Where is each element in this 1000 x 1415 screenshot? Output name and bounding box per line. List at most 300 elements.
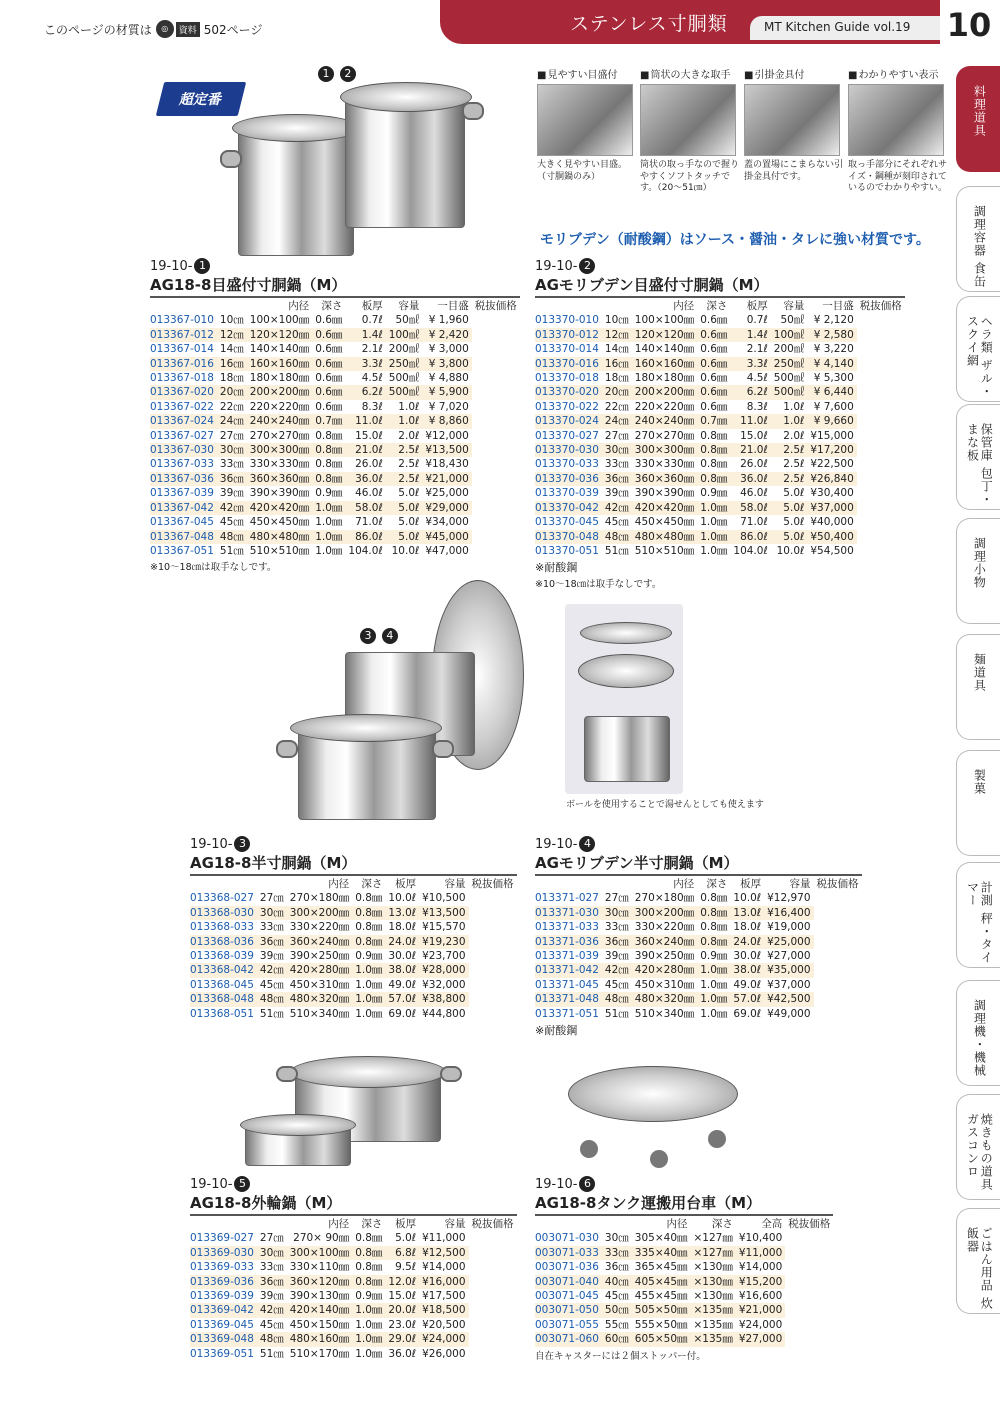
category-tab[interactable] xyxy=(956,1094,1000,1200)
spec-cell: 1.0ℓ xyxy=(398,400,420,413)
spec-row xyxy=(150,357,520,371)
spec-cell: 24.0ℓ xyxy=(730,935,764,949)
spec-cell: 11.0ℓ xyxy=(730,414,770,428)
spec-cell: 330×330㎜ xyxy=(249,458,310,471)
category-tab-label: 調理機・機械 xyxy=(972,999,987,1077)
spec-cell: 21.0ℓ xyxy=(345,443,385,457)
spec-cell: 013367-020 xyxy=(150,385,217,399)
spec-cell: 0.8㎜ xyxy=(352,1275,385,1289)
spec-cell: 013371-030 xyxy=(535,906,602,920)
spec-cell: 0.8㎜ xyxy=(355,1232,383,1245)
spec-cell: ¥21,000 xyxy=(736,1303,785,1317)
spec-cell: 9.5ℓ xyxy=(395,1261,417,1274)
spec-header-cell xyxy=(535,877,602,891)
spec-cell: 2.5ℓ xyxy=(783,458,805,471)
spec-cell: 30.0ℓ xyxy=(733,950,762,963)
spec-header-cell: 税抜価格 xyxy=(471,1218,514,1230)
spec-cell: 100㎖ xyxy=(386,328,423,342)
spec-cell: 013368-042 xyxy=(190,963,257,977)
spec-cell: ¥37,000 xyxy=(807,501,856,515)
spec-cell: 39㎝ xyxy=(259,1290,284,1303)
spec-cell: 2.0ℓ xyxy=(783,429,805,442)
spec-cell: ¥26,000 xyxy=(422,1347,466,1360)
spec-cell: 160×160㎜ xyxy=(632,357,697,371)
spec-cell: 1.0㎜ xyxy=(700,978,728,991)
category-tab[interactable] xyxy=(956,404,1000,510)
spec-cell: 10㎝ xyxy=(604,314,629,327)
spec-cell: 505×50㎜ xyxy=(632,1303,691,1317)
spec-header-cell: 板厚 xyxy=(395,878,417,890)
spec-header-cell: 税抜価格 xyxy=(788,1218,831,1230)
spec-cell: ¥15,000 xyxy=(810,429,854,442)
spec-header-cell xyxy=(190,877,257,891)
spec-cell: 100×100㎜ xyxy=(249,314,310,327)
spec-cell: 36㎝ xyxy=(257,1275,287,1289)
spec-cell: 20㎝ xyxy=(602,385,632,399)
spec-cell: 013369-048 xyxy=(190,1332,257,1346)
category-tab[interactable] xyxy=(956,980,1000,1086)
spec-cell: 270×270㎜ xyxy=(249,429,310,442)
spec-cell: 20.0ℓ xyxy=(385,1303,419,1317)
spec-cell: 390×130㎜ xyxy=(289,1290,350,1303)
spec-cell: 1.0ℓ xyxy=(771,414,808,428)
spec-cell: 69.0ℓ xyxy=(733,1007,762,1020)
spec-cell: 58.0ℓ xyxy=(345,501,385,515)
spec-cell: ¥15,570 xyxy=(422,921,466,934)
spec-cell: 42㎝ xyxy=(602,501,632,515)
spec-cell: 003071-040 xyxy=(535,1275,602,1289)
spec-row xyxy=(190,1246,517,1260)
spec-cell: 42㎝ xyxy=(257,1303,287,1317)
spec-cell: 57.0ℓ xyxy=(730,992,764,1006)
spec-cell: 013371-042 xyxy=(535,963,602,977)
product-name: AG18-8半寸胴鍋（M） xyxy=(190,852,517,876)
spec-cell: ¥42,500 xyxy=(764,992,813,1006)
spec-row xyxy=(535,400,905,414)
spec-cell: 0.6㎜ xyxy=(315,400,343,413)
spec-cell: 0.6㎜ xyxy=(312,328,345,342)
spec-cell: 27㎝ xyxy=(219,429,244,442)
spec-cell: ¥45,000 xyxy=(422,530,471,544)
spec-cell: ¥13,500 xyxy=(422,443,471,457)
category-tab[interactable] xyxy=(956,296,1000,402)
feature-description: 取っ手部分にそれぞれサイズ・鋼種が刻印されているのでわかりやすい。 xyxy=(848,160,948,194)
spec-cell: 0.9㎜ xyxy=(700,487,728,500)
spec-row xyxy=(535,920,862,934)
spec-cell: 013370-048 xyxy=(535,530,602,544)
spec-cell: 390×390㎜ xyxy=(249,487,310,500)
spec-row xyxy=(150,313,520,327)
spec-cell: 450×150㎜ xyxy=(289,1318,350,1331)
bowl-lid-image xyxy=(580,622,672,644)
spec-cell: 510×170㎜ xyxy=(289,1347,350,1360)
spec-header-cell: 容量 xyxy=(444,1218,466,1230)
spec-cell: ¥34,000 xyxy=(425,516,469,529)
product-section-3 xyxy=(190,836,517,1021)
spec-cell: 390×250㎜ xyxy=(634,950,695,963)
spec-cell: 30.0ℓ xyxy=(388,950,417,963)
stockpot-body-image xyxy=(238,128,354,256)
product-code-prefix: 19-10- xyxy=(535,836,578,852)
spec-row xyxy=(190,935,517,949)
spec-cell: 013367-016 xyxy=(150,357,217,371)
rondeau-rim-image xyxy=(240,1114,356,1136)
spec-cell: ¥27,000 xyxy=(736,1332,785,1346)
spec-cell: 305×40㎜ xyxy=(634,1232,688,1245)
spec-cell: 1.4ℓ xyxy=(345,328,385,342)
spec-cell: 5.0ℓ xyxy=(783,516,805,529)
spec-cell: 1.0㎜ xyxy=(352,1332,385,1346)
spec-cell: ¥24,000 xyxy=(419,1332,468,1346)
spec-cell: ¥ 9,660 xyxy=(807,414,856,428)
spec-header-cell xyxy=(257,1217,287,1231)
spec-cell: 270×180㎜ xyxy=(634,892,695,905)
spec-cell: ¥18,430 xyxy=(425,458,469,471)
spec-row xyxy=(535,1303,833,1317)
spec-cell: 24㎝ xyxy=(217,414,247,428)
spec-cell: 180×180㎜ xyxy=(634,372,695,385)
spec-row xyxy=(535,935,862,949)
spec-cell: 45㎝ xyxy=(604,516,629,529)
spec-row xyxy=(190,978,517,992)
spec-cell: 10.0ℓ xyxy=(733,892,762,905)
spec-cell: 120×120㎜ xyxy=(632,328,697,342)
spec-row xyxy=(535,457,905,471)
category-tab[interactable] xyxy=(956,186,1000,292)
spec-cell: 18㎝ xyxy=(604,372,629,385)
spec-row xyxy=(535,978,862,992)
spec-cell: 27㎝ xyxy=(259,892,284,905)
spec-cell: 0.6㎜ xyxy=(700,314,728,327)
spec-cell: 013370-033 xyxy=(535,458,599,471)
spec-cell: 21.0ℓ xyxy=(730,443,770,457)
spec-table xyxy=(150,299,520,558)
spec-cell: 0.9㎜ xyxy=(355,1290,383,1303)
category-tab[interactable] xyxy=(956,1208,1000,1314)
feature-card xyxy=(537,66,633,183)
spec-cell: 48㎝ xyxy=(257,1332,287,1346)
spec-cell: ¥11,000 xyxy=(736,1246,785,1260)
spec-cell: 500㎖ xyxy=(771,385,808,399)
spec-cell: ¥16,400 xyxy=(764,906,813,920)
spec-row xyxy=(535,1318,833,1332)
spec-cell: ¥ 5,900 xyxy=(422,385,471,399)
spec-cell: ¥10,500 xyxy=(422,892,466,905)
spec-header-cell: 内径 xyxy=(328,1218,350,1230)
spec-cell: 013367-045 xyxy=(150,516,214,529)
spec-cell: 1.0㎜ xyxy=(355,1318,383,1331)
spec-cell: 0.6㎜ xyxy=(697,357,730,371)
spec-cell: 0.8㎜ xyxy=(355,1261,383,1274)
spec-cell: ¥35,000 xyxy=(764,963,813,977)
product-code-number: 2 xyxy=(579,258,595,274)
spec-cell: ¥24,000 xyxy=(738,1318,783,1331)
spec-header-cell: 全高 xyxy=(761,1218,783,1230)
stockpot-lid-image xyxy=(340,82,472,112)
spec-cell: 1.0㎜ xyxy=(355,1347,383,1360)
photo-numbers-3-4 xyxy=(360,628,400,644)
spec-cell: 0.6㎜ xyxy=(315,314,343,327)
spec-cell: 1.0㎜ xyxy=(697,530,730,544)
stockpot-lid-image xyxy=(232,114,360,142)
spec-cell: 013367-010 xyxy=(150,314,214,327)
spec-cell: 0.8㎜ xyxy=(352,935,385,949)
spec-cell: 33㎝ xyxy=(219,458,244,471)
spec-row xyxy=(150,515,520,529)
spec-cell: 24㎝ xyxy=(602,414,632,428)
spec-cell: 48㎝ xyxy=(257,992,287,1006)
handle-image xyxy=(276,1066,298,1082)
spec-row xyxy=(535,1007,862,1021)
spec-cell: ¥30,400 xyxy=(810,487,854,500)
feature-description: 蓋の置場にこまらない引掛金具付です。 xyxy=(744,160,844,182)
spec-cell: 49.0ℓ xyxy=(388,978,417,991)
spec-cell: 013370-016 xyxy=(535,357,602,371)
spec-cell: 013369-036 xyxy=(190,1275,257,1289)
spec-cell: ¥ 7,600 xyxy=(813,400,854,413)
spec-row xyxy=(190,1231,517,1245)
spec-row xyxy=(150,544,520,558)
spec-cell: 013371-051 xyxy=(535,1007,599,1020)
spec-cell: 1.0㎜ xyxy=(312,530,345,544)
spec-cell: 013370-022 xyxy=(535,400,599,413)
spec-cell: 4.5ℓ xyxy=(746,372,768,385)
spec-cell: 003071-060 xyxy=(535,1332,602,1346)
spec-cell: 1.0㎜ xyxy=(697,963,730,977)
spec-header-cell xyxy=(190,1217,257,1231)
guide-label: MT Kitchen Guide vol.19 xyxy=(750,16,940,40)
spec-cell: 36㎝ xyxy=(217,472,247,486)
product-code-number: 3 xyxy=(234,836,250,852)
category-tab[interactable] xyxy=(956,750,1000,856)
spec-cell: 0.6㎜ xyxy=(697,328,730,342)
spec-cell: ¥13,500 xyxy=(419,906,468,920)
spec-cell: 220×220㎜ xyxy=(634,400,695,413)
spec-cell: 180×180㎜ xyxy=(249,372,310,385)
spec-cell: 360×360㎜ xyxy=(247,472,312,486)
spec-row xyxy=(150,328,520,342)
spec-cell: 2.5ℓ xyxy=(398,458,420,471)
spec-header-cell: 内径 xyxy=(288,300,310,312)
feature-card xyxy=(640,66,740,195)
photo-number: 3 xyxy=(360,628,376,644)
spec-cell: 46.0ℓ xyxy=(355,487,383,500)
spec-cell: 36㎝ xyxy=(257,935,287,949)
spec-cell: 013371-036 xyxy=(535,935,602,949)
spec-cell: 003071-033 xyxy=(535,1246,602,1260)
spec-cell: 0.8㎜ xyxy=(700,429,728,442)
spec-cell: 42㎝ xyxy=(602,963,632,977)
spec-cell: 270×270㎜ xyxy=(634,429,695,442)
spec-header-cell: 内径 xyxy=(328,878,350,890)
category-tab-label: 焼きもの道具 ガスコンロ xyxy=(965,1113,994,1191)
spec-cell: 1.0㎜ xyxy=(697,501,730,515)
spec-cell: ¥ 8,860 xyxy=(422,414,471,428)
spec-row xyxy=(150,457,520,471)
product-code-prefix: 19-10- xyxy=(150,258,193,274)
spec-cell: ¥50,400 xyxy=(807,530,856,544)
spec-cell: 0.8㎜ xyxy=(697,935,730,949)
spec-cell: 13.0ℓ xyxy=(385,906,419,920)
spec-cell: ¥16,000 xyxy=(419,1275,468,1289)
spec-header-cell xyxy=(535,1217,602,1231)
spec-cell: 10㎝ xyxy=(219,314,244,327)
material-reference-text: このページの材質は xyxy=(44,22,152,37)
spec-cell: 330×110㎜ xyxy=(289,1261,350,1274)
spec-cell: 57.0ℓ xyxy=(385,992,419,1006)
spec-cell: 51㎝ xyxy=(604,1007,629,1020)
spec-cell: 104.0ℓ xyxy=(348,544,383,557)
spec-cell: 14㎝ xyxy=(219,343,244,356)
category-tab[interactable] xyxy=(956,66,1000,172)
spec-cell: ¥44,800 xyxy=(422,1007,466,1020)
spec-header-cell: 板厚 xyxy=(740,878,762,890)
spec-cell: 200㎖ xyxy=(773,343,805,356)
spec-cell: 013368-027 xyxy=(190,892,254,905)
spec-cell: 300×300㎜ xyxy=(247,443,312,457)
spec-cell: 0.8㎜ xyxy=(697,906,730,920)
spec-cell: 013367-030 xyxy=(150,443,217,457)
spec-cell: 60㎝ xyxy=(602,1332,632,1346)
spec-row xyxy=(535,501,905,515)
spec-cell: 45㎝ xyxy=(604,978,629,991)
category-tab[interactable] xyxy=(956,518,1000,624)
photo-number: 1 xyxy=(318,66,334,82)
spec-cell: 2.0ℓ xyxy=(398,429,420,442)
spec-cell: 450×450㎜ xyxy=(249,516,310,529)
spec-row xyxy=(535,443,905,457)
spec-cell: 30㎝ xyxy=(604,1232,629,1245)
spec-row xyxy=(150,530,520,544)
spec-row xyxy=(150,400,520,414)
spec-cell: 013368-045 xyxy=(190,978,254,991)
spec-cell: ¥17,200 xyxy=(807,443,856,457)
handle-image xyxy=(220,150,242,168)
spec-cell: 003071-036 xyxy=(535,1261,599,1274)
spec-cell: 18.0ℓ xyxy=(733,921,762,934)
spec-cell: 1.0ℓ xyxy=(783,400,805,413)
spec-cell: 300×200㎜ xyxy=(287,906,352,920)
spec-cell: 140×140㎜ xyxy=(249,343,310,356)
spec-cell: 5.0ℓ xyxy=(395,1232,417,1245)
feature-caption: ■ 引掛金具付 xyxy=(744,66,840,81)
spec-cell: 2.5ℓ xyxy=(386,443,423,457)
spec-cell: 38.0ℓ xyxy=(385,963,419,977)
spec-row xyxy=(190,891,517,905)
spec-cell: 3.3ℓ xyxy=(730,357,770,371)
spec-cell: 390×390㎜ xyxy=(634,487,695,500)
spec-cell: 36.0ℓ xyxy=(345,472,385,486)
spec-cell: 013371-048 xyxy=(535,992,602,1006)
spec-row xyxy=(190,1007,517,1021)
spec-cell: ¥12,500 xyxy=(419,1246,468,1260)
spec-header-cell: 内径 xyxy=(673,878,695,890)
spec-cell: 420×420㎜ xyxy=(247,501,312,515)
spec-cell: 71.0ℓ xyxy=(355,516,383,529)
spec-cell: 335×40㎜ xyxy=(632,1246,691,1260)
spec-row xyxy=(535,1275,833,1289)
spec-cell: 1.0㎜ xyxy=(700,1007,728,1020)
spec-cell: 003071-030 xyxy=(535,1232,599,1245)
spec-cell: 013371-045 xyxy=(535,978,599,991)
spec-cell: 36.0ℓ xyxy=(730,472,770,486)
spec-cell: 24.0ℓ xyxy=(385,935,419,949)
spec-cell: 0.8㎜ xyxy=(352,1246,385,1260)
spec-cell: 5.0ℓ xyxy=(771,530,808,544)
spec-cell: 33㎝ xyxy=(604,458,629,471)
spec-cell: ¥19,000 xyxy=(767,921,811,934)
spec-cell: 55㎝ xyxy=(604,1318,629,1331)
spec-cell: ¥15,200 xyxy=(736,1275,785,1289)
header-band xyxy=(440,0,940,44)
spec-cell: 450×310㎜ xyxy=(634,978,695,991)
spec-cell: 100×100㎜ xyxy=(634,314,695,327)
spec-cell: 0.7ℓ xyxy=(361,314,383,327)
spec-cell: 51㎝ xyxy=(219,544,244,557)
spec-cell: 8.3ℓ xyxy=(361,400,383,413)
spec-cell: 0.9㎜ xyxy=(315,487,343,500)
material-reference xyxy=(44,20,262,38)
spec-row xyxy=(535,1246,833,1260)
spec-cell: 510×510㎜ xyxy=(249,544,310,557)
spec-cell: 0.7㎜ xyxy=(697,414,730,428)
handle-image xyxy=(276,740,298,758)
spec-cell: 240×240㎜ xyxy=(247,414,312,428)
spec-cell: 013370-027 xyxy=(535,429,599,442)
spec-cell: 40㎝ xyxy=(602,1275,632,1289)
spec-cell: ¥21,000 xyxy=(422,472,471,486)
spec-row xyxy=(535,429,905,443)
spec-cell: 26.0ℓ xyxy=(740,458,768,471)
product-section-4 xyxy=(535,836,862,1038)
spec-table xyxy=(190,1217,517,1361)
spec-cell: 50㎖ xyxy=(780,314,805,327)
spec-cell: 6.8ℓ xyxy=(385,1246,419,1260)
spec-cell: 38.0ℓ xyxy=(730,963,764,977)
spec-cell: 200×200㎜ xyxy=(247,385,312,399)
spec-row xyxy=(190,1332,517,1346)
product-code xyxy=(190,836,517,852)
spec-cell: 013368-033 xyxy=(190,921,254,934)
product-section-1 xyxy=(150,258,520,573)
spec-cell: 390×250㎜ xyxy=(289,950,350,963)
feature-caption: ■ わかりやすい表示 xyxy=(848,66,944,81)
spec-cell: 18㎝ xyxy=(219,372,244,385)
spec-header-cell: 深さ xyxy=(361,1218,383,1230)
category-tab[interactable] xyxy=(956,862,1000,968)
product-code xyxy=(190,1176,517,1192)
spec-table xyxy=(535,1217,833,1347)
spec-cell: 42㎝ xyxy=(257,963,287,977)
spec-row xyxy=(535,1332,833,1346)
product-name: AG18-8目盛付寸胴鍋（M） xyxy=(150,274,520,298)
spec-header-cell: 内径 xyxy=(673,300,695,312)
spec-cell: 4.5ℓ xyxy=(361,372,383,385)
spec-cell: 500㎖ xyxy=(773,372,805,385)
spec-cell: 360×360㎜ xyxy=(632,472,697,486)
spec-cell: 013370-042 xyxy=(535,501,602,515)
spec-row xyxy=(190,949,517,963)
spec-header-cell xyxy=(602,1217,632,1231)
spec-row xyxy=(190,1347,517,1361)
spec-cell: 003071-045 xyxy=(535,1290,599,1303)
spec-cell: 0.8㎜ xyxy=(700,892,728,905)
product-name: AGモリブデン半寸胴鍋（M） xyxy=(535,852,862,876)
category-tab[interactable] xyxy=(956,634,1000,740)
molybdenum-note: モリブデン（耐酸鋼）はソース・醤油・タレに強い材質です。 xyxy=(540,232,930,248)
spec-cell: ¥ 2,420 xyxy=(422,328,471,342)
spec-cell: 0.6㎜ xyxy=(312,385,345,399)
